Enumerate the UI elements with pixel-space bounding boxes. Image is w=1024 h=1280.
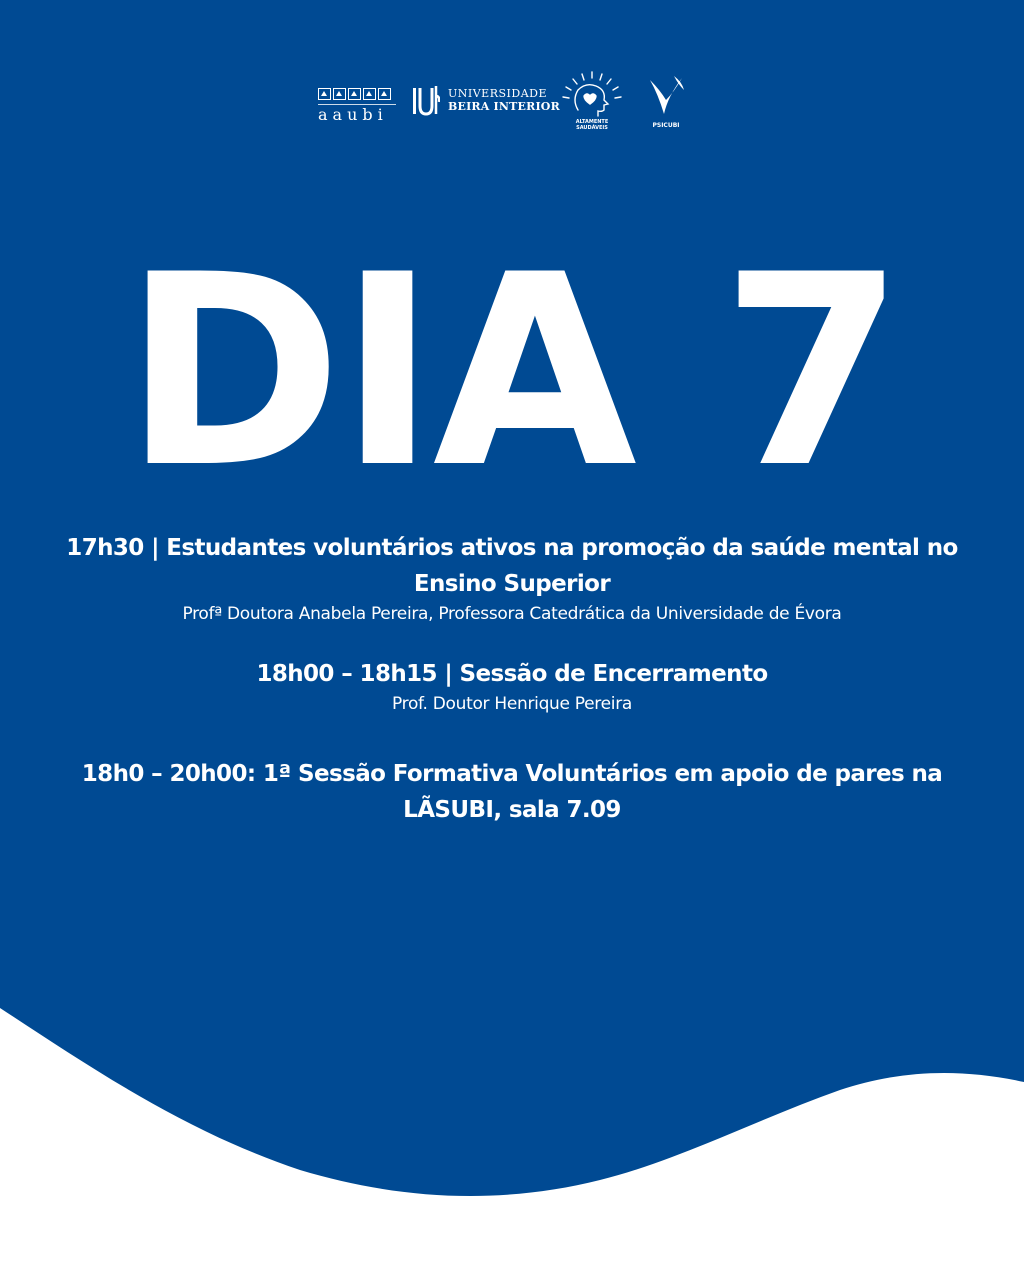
- program-item-speaker: Prof. Doutor Henrique Pereira: [391, 694, 633, 714]
- psicubi-emblem-icon: [644, 74, 688, 120]
- psicubi-logo-text: PSICUBI: [652, 122, 680, 129]
- program-item-title: 18h0 – 20h00: 1ª Sessão Formativa Voluntários em apoio de pares na LÃSUBI, sala 7.09: [81, 761, 943, 823]
- aaubi-logo: [318, 88, 398, 128]
- program-item: [60, 756, 964, 828]
- aaubi-emblem: [318, 88, 398, 102]
- program-item-title: 18h00 – 18h15 | Sessão de Encerramento: [256, 661, 768, 687]
- ubi-emblem-icon: [412, 84, 440, 118]
- altamente-saudaveis-logo: [554, 70, 630, 132]
- svg-text:SAUDÁVEIS: SAUDÁVEIS: [576, 125, 608, 131]
- program-schedule: [60, 530, 964, 828]
- ubi-logo-line2: BEIRA INTERIOR: [448, 100, 560, 113]
- psicubi-logo: [644, 74, 688, 132]
- altamente-saudaveis-text: ALTAMENTE: [575, 119, 609, 125]
- ubi-logo: [412, 82, 560, 122]
- day-heading: DIA 7: [123, 219, 901, 526]
- program-item: [60, 656, 964, 716]
- program-item-title: 17h30 | Estudantes voluntários ativos na promoção da saúde mental no Ensino Superior: [66, 535, 958, 597]
- ubi-logo-line1: UNIVERSIDADE: [448, 87, 547, 100]
- partner-logos: [0, 70, 1024, 134]
- aaubi-logo-text: aaubi: [318, 105, 388, 124]
- program-item-speaker: Profª Doutora Anabela Pereira, Professora Catedrática da Universidade de Évora: [182, 604, 842, 624]
- program-item: [60, 530, 964, 626]
